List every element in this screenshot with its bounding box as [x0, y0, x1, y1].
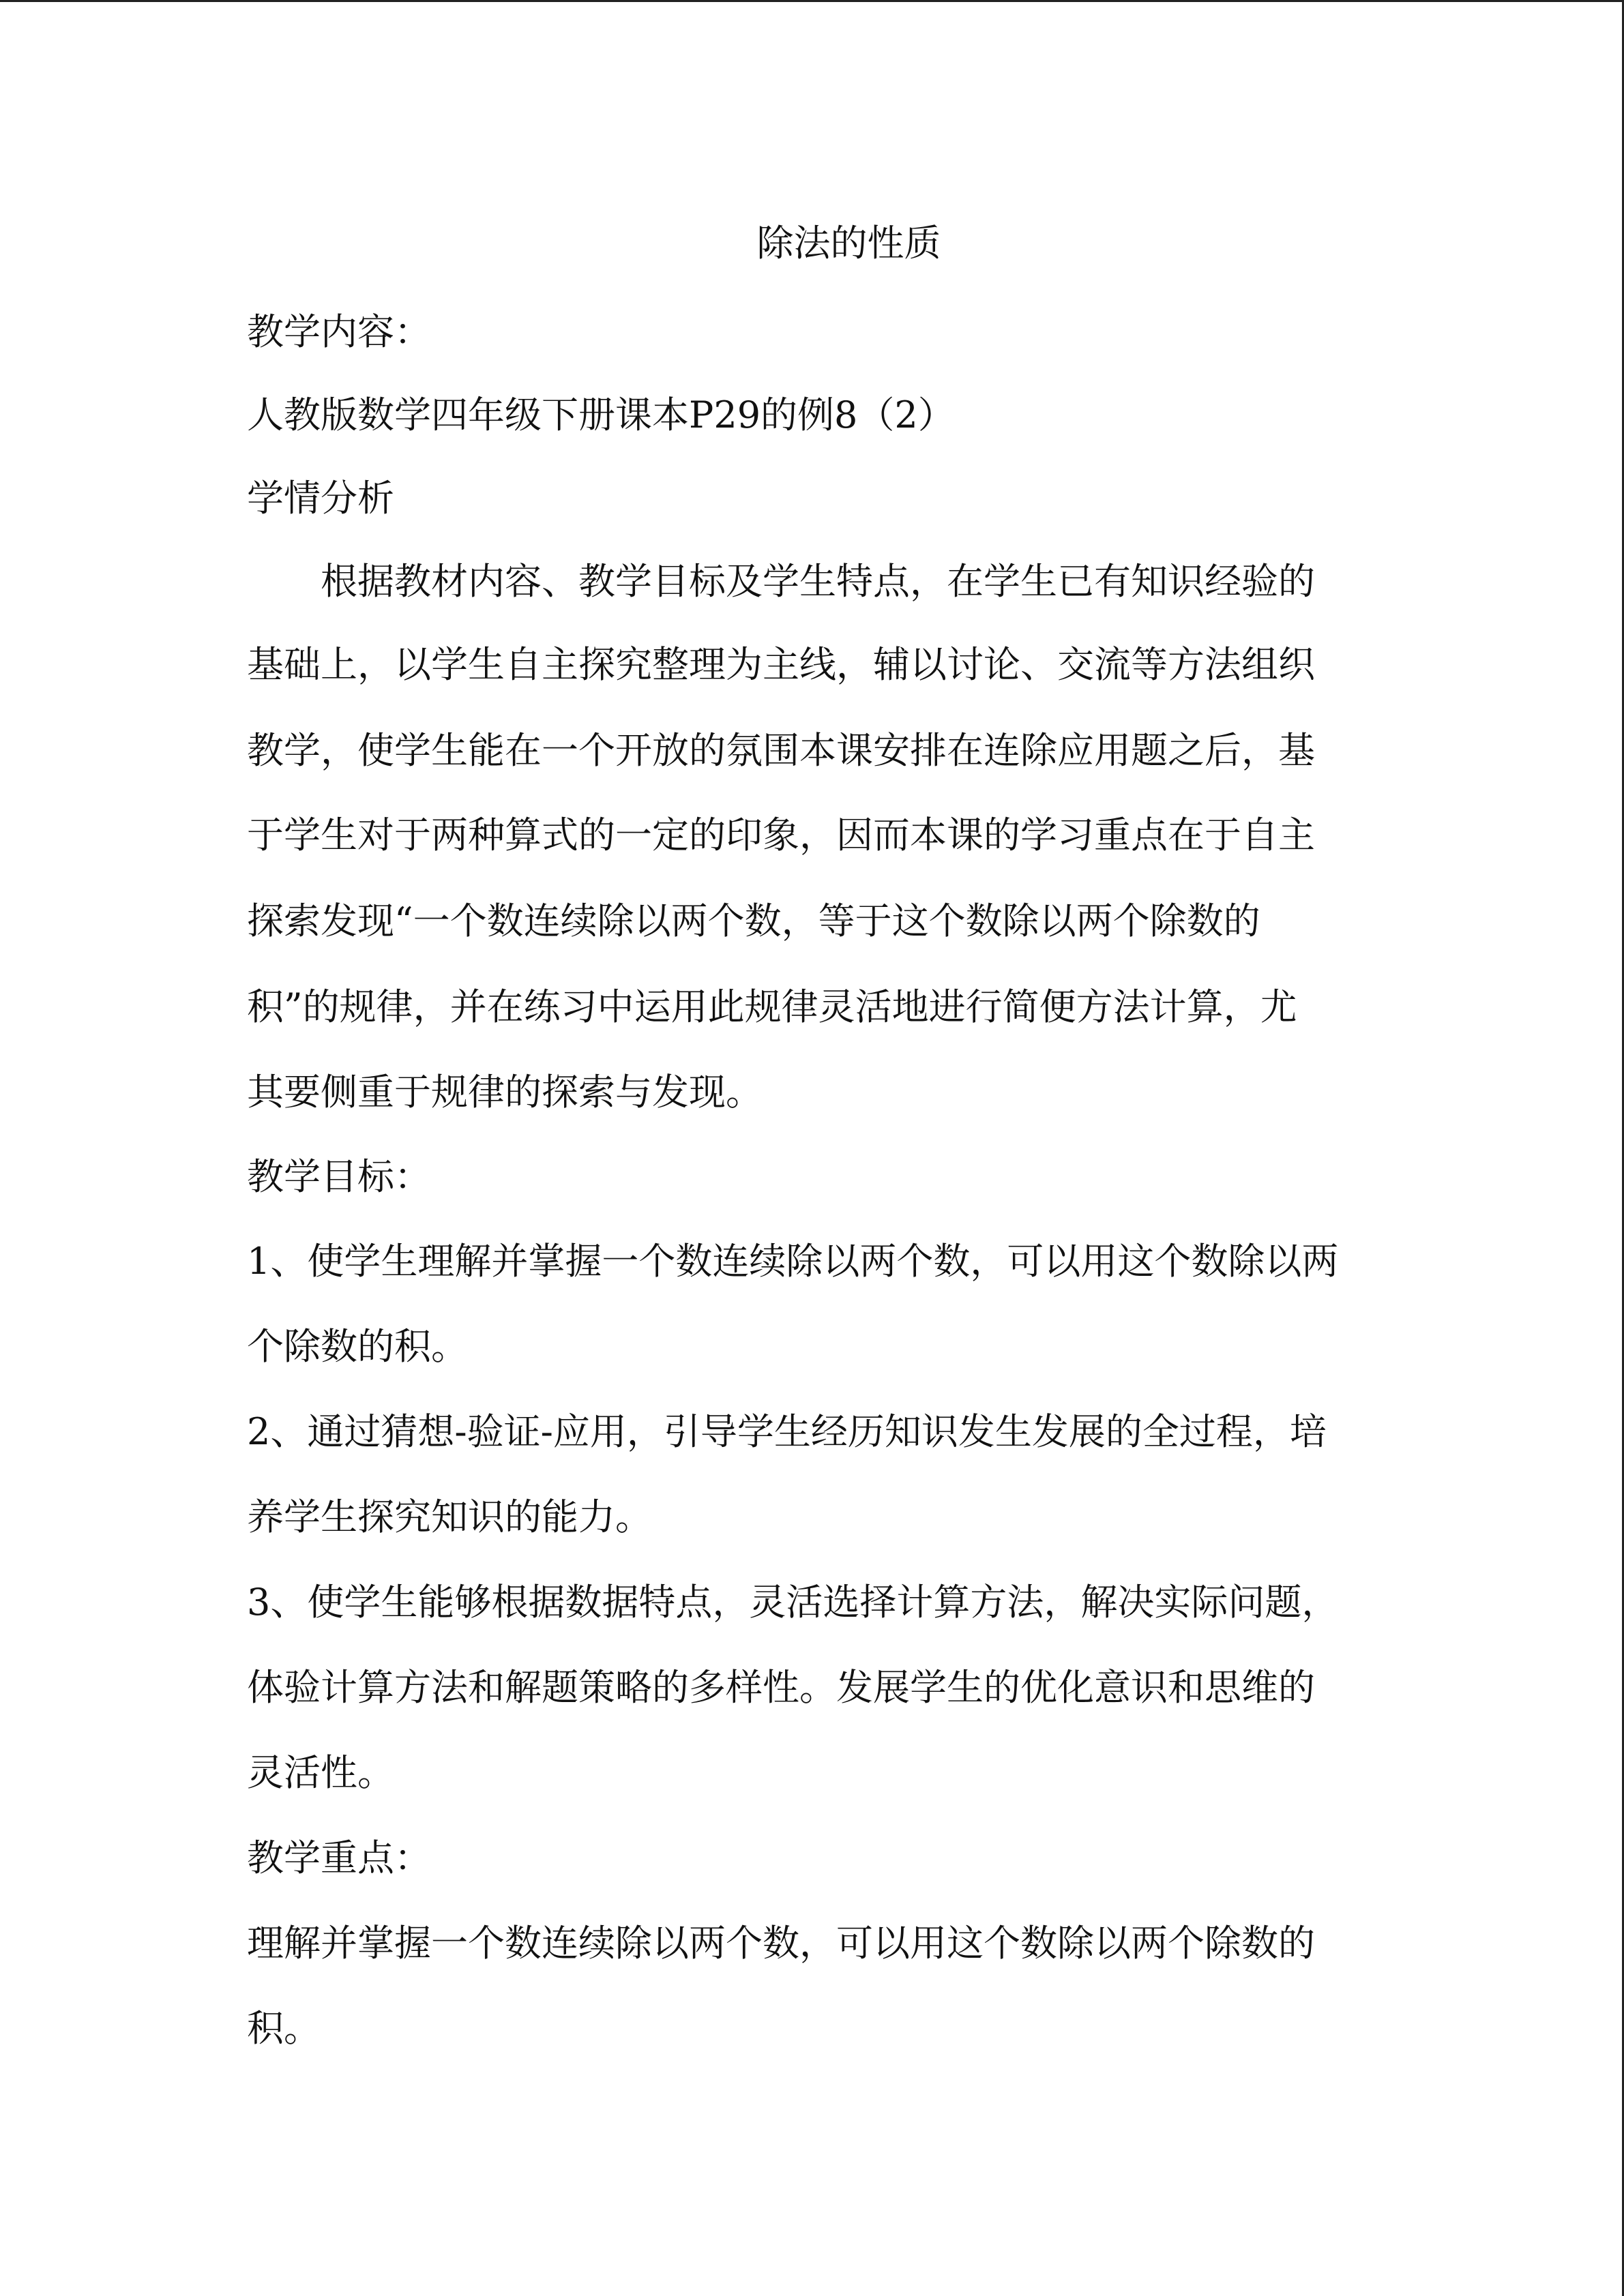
analysis-line: 积”的规律，并在练习中运用此规律灵活地进行简便方法计算，尤	[247, 985, 1297, 1028]
analysis-line: 根据教材内容、教学目标及学生特点，在学生已有知识经验的	[321, 560, 1315, 603]
key-line: 理解并掌握一个数连续除以两个数，可以用这个数除以两个除数的	[247, 1922, 1315, 1965]
analysis-heading: 学情分析	[247, 477, 394, 520]
key-heading: 教学重点：	[247, 1836, 431, 1879]
analysis-line: 基础上，以学生自主探究整理为主线，辅以讨论、交流等方法组织	[247, 643, 1315, 686]
analysis-line: 教学，使学生能在一个开放的氛围本课安排在连除应用题之后，基	[247, 729, 1315, 772]
goal-line: 体验计算方法和解题策略的多样性。发展学生的优化意识和思维的	[247, 1666, 1315, 1709]
analysis-line: 于学生对于两种算式的一定的印象，因而本课的学习重点在于自主	[247, 814, 1315, 856]
goal-line: 养学生探究知识的能力。	[247, 1495, 652, 1538]
goals-heading: 教学目标：	[247, 1155, 431, 1198]
content-text: 人教版数学四年级下册课本P29的例8（2）	[247, 393, 955, 436]
document-title: 除法的性质	[756, 222, 941, 265]
goal-line: 2、通过猜想-验证-应用，引导学生经历知识发生发展的全过程，培	[247, 1410, 1327, 1453]
analysis-line: 探索发现“一个数连续除以两个数，等于这个数除以两个除数的	[247, 899, 1260, 942]
goal-line: 3、使学生能够根据数据特点，灵活选择计算方法，解决实际问题，	[247, 1581, 1339, 1624]
goal-line: 灵活性。	[247, 1751, 394, 1794]
goal-line: 个除数的积。	[247, 1325, 468, 1368]
content-heading: 教学内容：	[247, 310, 431, 353]
goal-line: 1、使学生理解并掌握一个数连续除以两个数，可以用这个数除以两	[247, 1240, 1339, 1283]
key-line: 积。	[247, 2007, 321, 2050]
analysis-line: 其要侧重于规律的探索与发现。	[247, 1071, 763, 1114]
